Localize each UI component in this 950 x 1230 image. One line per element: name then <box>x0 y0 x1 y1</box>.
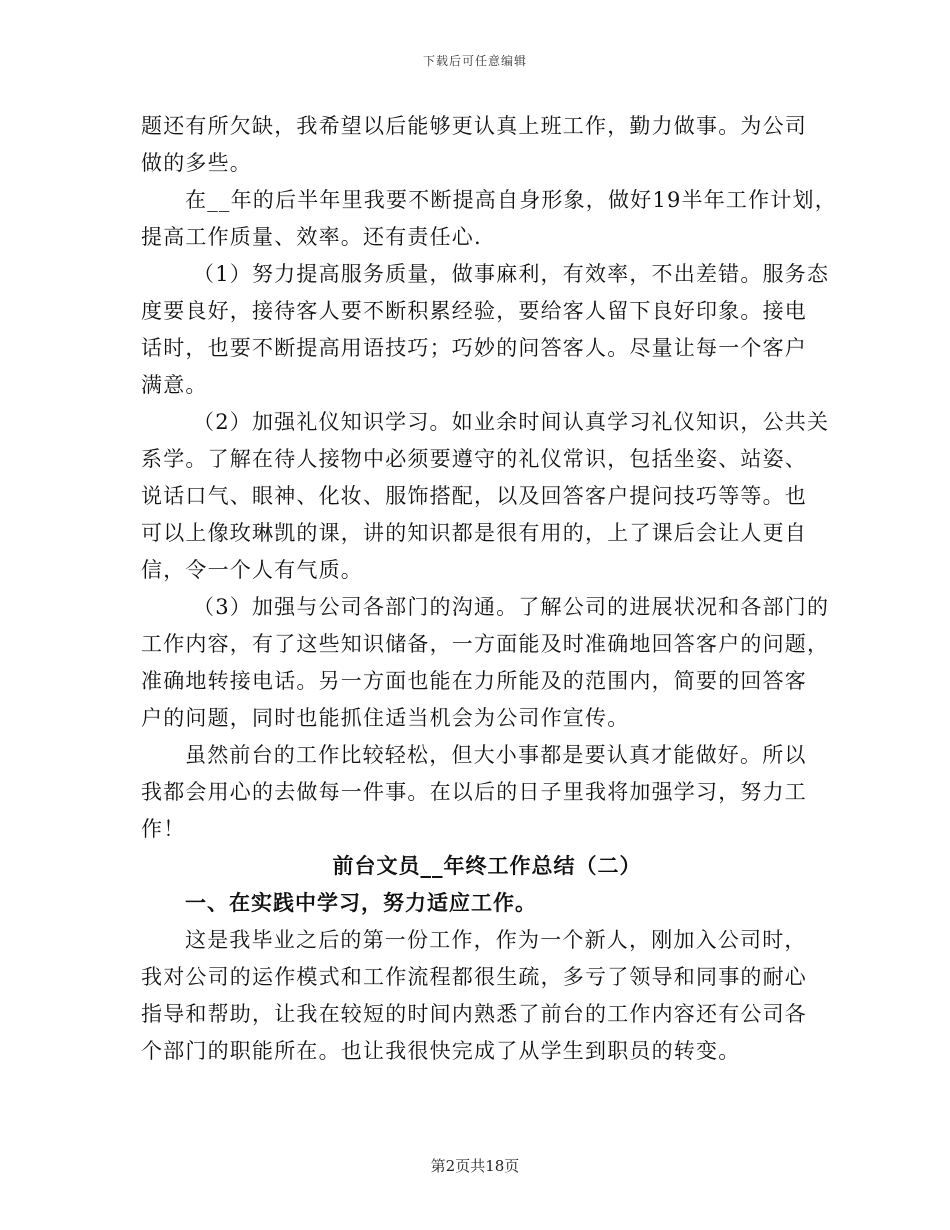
text-line: 准确地转接电话。另一方面也能在力所能及的范围内，简要的回答客 <box>141 669 807 693</box>
text-line: 指导和帮助，让我在较短的时间内熟悉了前台的工作内容还有公司各 <box>141 1002 807 1026</box>
text-line: 系学。了解在待人接物中必须要遵守的礼仪常识，包括坐姿、站姿、 <box>141 447 807 471</box>
page-footer: 第2页共18页 <box>430 1157 520 1175</box>
paragraph-start: 在__年的后半年里我要不断提高自身形象，做好19半年工作计划， <box>185 188 837 212</box>
text-line: 做的多些。 <box>141 151 252 175</box>
section-title: 前台文员__年终工作总结（二） <box>332 854 642 878</box>
text-line: 度要良好，接待客人要不断积累经验，要给客人留下良好印象。接电 <box>141 299 807 323</box>
page-header: 下载后可任意编辑 <box>422 54 527 68</box>
paragraph-start: 这是我毕业之后的第一份工作，作为一个新人，刚加入公司时， <box>185 928 807 952</box>
text-line: 我都会用心的去做每一件事。在以后的日子里我将加强学习，努力工 <box>141 780 807 804</box>
text-line: 说话口气、眼神、化妆、服饰搭配，以及回答客户提问技巧等等。也 <box>141 484 807 508</box>
text-line: 题还有所欠缺，我希望以后能够更认真上班工作，勤力做事。为公司 <box>141 114 807 138</box>
list-item-3-start: （3）加强与公司各部门的沟通。了解公司的进展状况和各部门的 <box>193 595 830 619</box>
text-line: 话时，也要不断提高用语技巧；巧妙的问答客人。尽量让每一个客户 <box>141 336 807 360</box>
text-line: 作！ <box>141 817 186 841</box>
text-line: 我对公司的运作模式和工作流程都很生疏，多亏了领导和同事的耐心 <box>141 965 807 989</box>
document-body <box>141 108 837 1070</box>
text-line: 户的问题，同时也能抓住适当机会为公司作宣传。 <box>141 706 630 730</box>
text-line: 工作内容，有了这些知识储备，一方面能及时准确地回答客户的问题， <box>141 632 830 656</box>
list-item-1-start: （1）努力提高服务质量，做事麻利，有效率，不出差错。服务态 <box>193 262 830 286</box>
text-line: 提高工作质量、效率。还有责任心. <box>141 225 482 249</box>
paragraph-start: 虽然前台的工作比较轻松，但大小事都是要认真才能做好。所以 <box>185 743 807 767</box>
text-line: 信，令一个人有气质。 <box>141 558 363 582</box>
text-line: 满意。 <box>141 373 208 397</box>
section-heading: 一、在实践中学习，努力适应工作。 <box>185 891 537 915</box>
list-item-2-start: （2）加强礼仪知识学习。如业余时间认真学习礼仪知识，公共关 <box>193 410 830 434</box>
text-line: 个部门的职能所在。也让我很快完成了从学生到职员的转变。 <box>141 1039 741 1063</box>
text-line: 可以上像玫琳凯的课，讲的知识都是很有用的，上了课后会让人更自 <box>141 521 807 545</box>
